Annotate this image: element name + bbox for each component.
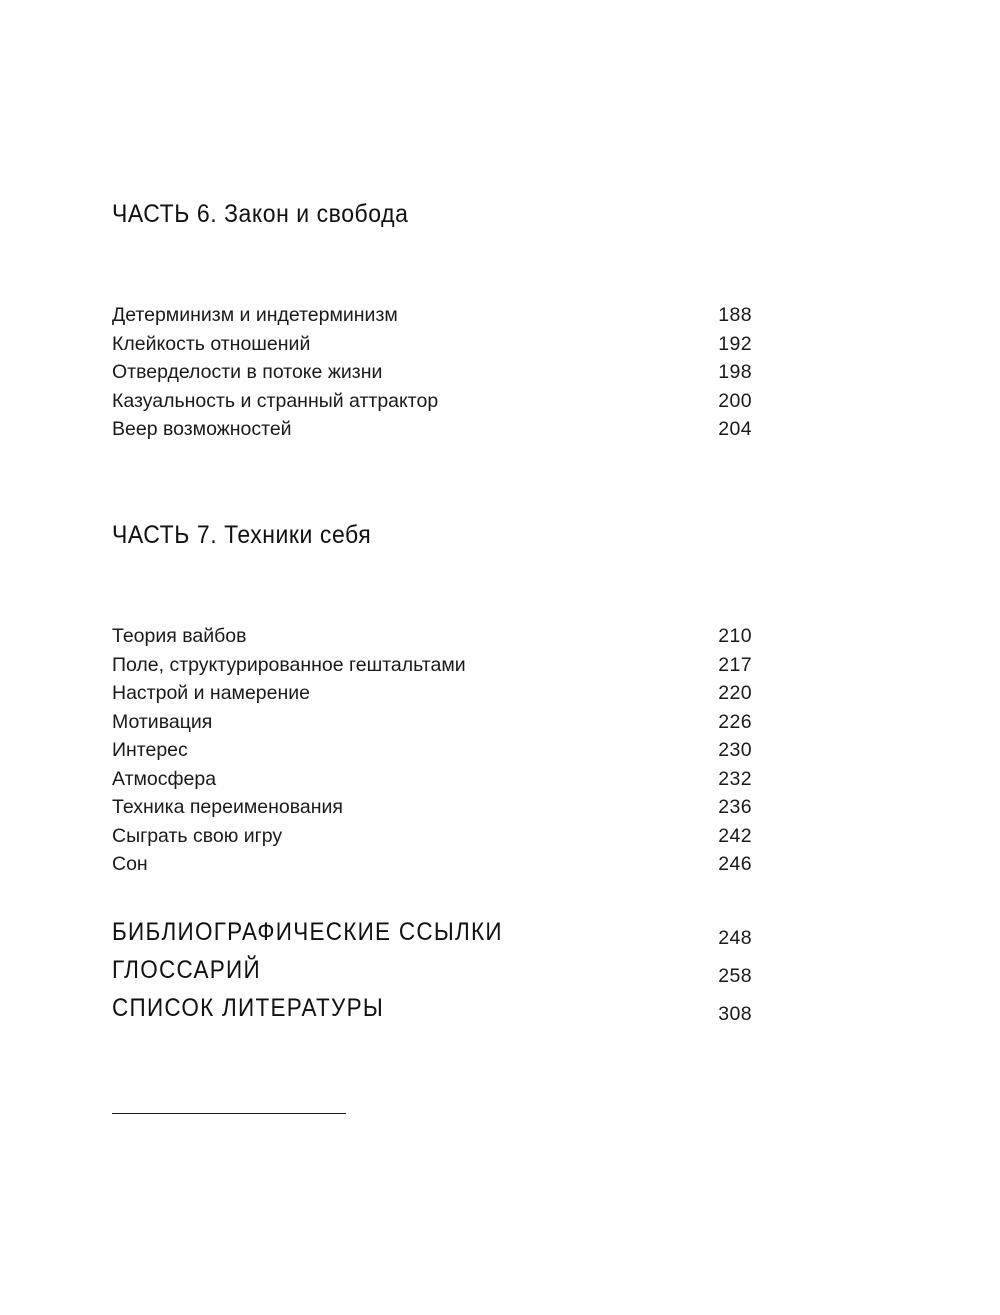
toc-entry[interactable]	[112, 651, 752, 679]
toc-entry-page: 192	[718, 332, 752, 355]
part-6-heading: ЧАСТЬ 6. Закон и свобода	[112, 200, 409, 228]
toc-entry-title: Детерминизм и индетерминизм	[112, 304, 398, 326]
toc-content	[112, 200, 752, 1032]
toc-entry[interactable]	[112, 679, 752, 707]
toc-section-part-7	[112, 521, 752, 878]
toc-entry-title: Веер возможностей	[112, 418, 292, 440]
toc-entry-page: 200	[718, 389, 752, 412]
toc-entry-title: Настрой и намерение	[112, 682, 310, 704]
toc-entry-title: Сон	[112, 853, 148, 875]
toc-entry[interactable]	[112, 415, 752, 443]
toc-entry-title: Сыграть свою игру	[112, 824, 283, 847]
toc-entry[interactable]	[112, 850, 752, 878]
toc-entry-page: 188	[718, 304, 752, 326]
toc-entry-page: 242	[718, 824, 752, 847]
toc-section-part-6	[112, 200, 752, 443]
toc-entry-page: 198	[718, 361, 752, 383]
toc-entry-title: Техника переименования	[112, 796, 343, 818]
backmatter-entry-title: ГЛОССАРИЙ	[112, 956, 261, 984]
toc-entry-title: Мотивация	[112, 710, 213, 733]
toc-entry-page: 236	[718, 796, 752, 818]
toc-entry-page: 226	[718, 710, 752, 733]
toc-entry[interactable]	[112, 301, 752, 329]
part-7-entry-list	[112, 622, 752, 878]
toc-entry[interactable]	[112, 793, 752, 821]
backmatter-list	[112, 918, 752, 1023]
backmatter-entry-page: 258	[718, 965, 752, 987]
toc-entry-page: 220	[718, 682, 752, 704]
backmatter-entry-page: 308	[718, 1003, 752, 1025]
toc-entry[interactable]	[112, 387, 752, 415]
toc-entry-title: Казуальность и странный аттрактор	[112, 389, 439, 412]
toc-entry[interactable]	[112, 622, 752, 650]
toc-entry-title: Интерес	[112, 739, 188, 761]
backmatter-entry-page: 248	[718, 927, 752, 949]
toc-entry[interactable]	[112, 822, 752, 850]
backmatter-entry-title: СПИСОК ЛИТЕРАТУРЫ	[112, 994, 385, 1022]
toc-entry-page: 246	[718, 853, 752, 875]
toc-entry[interactable]	[112, 708, 752, 736]
toc-entry[interactable]	[112, 358, 752, 386]
backmatter-entry-title: БИБЛИОГРАФИЧЕСКИЕ ССЫЛКИ	[112, 918, 503, 946]
toc-entry-title: Теория вайбов	[112, 625, 247, 647]
toc-entry-page: 210	[718, 625, 752, 647]
toc-entry-page: 232	[718, 767, 752, 790]
toc-entry-page: 204	[718, 418, 752, 440]
toc-entry[interactable]	[112, 736, 752, 764]
part-6-entry-list	[112, 301, 752, 443]
part-7-heading: ЧАСТЬ 7. Техники себя	[112, 521, 372, 549]
footer-rule	[112, 1113, 346, 1114]
toc-entry[interactable]	[112, 765, 752, 793]
toc-entry[interactable]	[112, 330, 752, 358]
toc-entry-title: Отверделости в потоке жизни	[112, 361, 383, 383]
backmatter-entry[interactable]	[112, 956, 752, 985]
toc-entry-page: 230	[718, 739, 752, 761]
toc-entry-page: 217	[718, 653, 752, 676]
toc-entry-title: Клейкость отношений	[112, 332, 311, 355]
toc-entry-title: Поле, структурированное гештальтами	[112, 653, 466, 676]
backmatter-entry[interactable]	[112, 994, 752, 1023]
toc-entry-title: Атмосфера	[112, 767, 217, 790]
backmatter-entry[interactable]	[112, 918, 752, 947]
